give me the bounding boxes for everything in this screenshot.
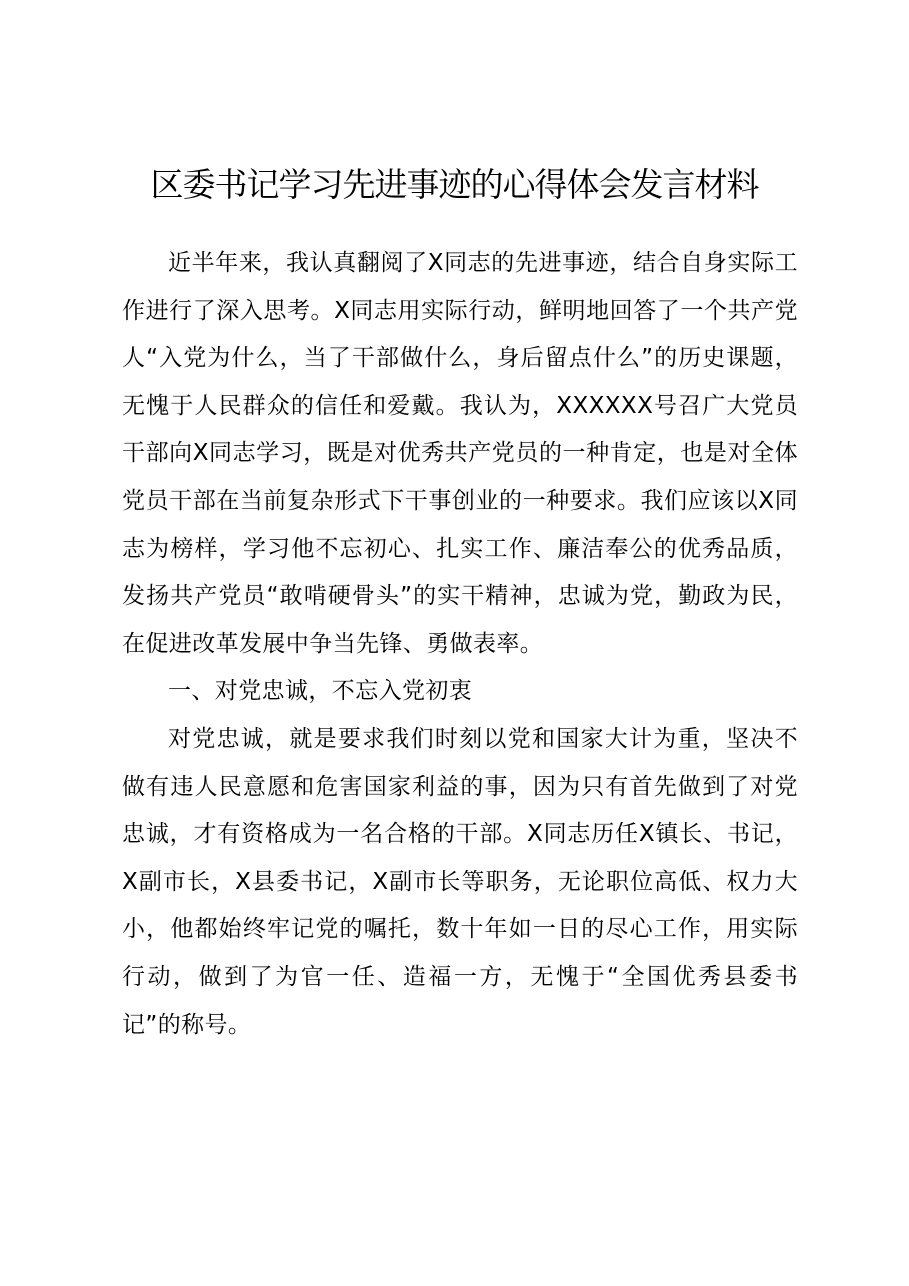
section-heading-1: 一、对党忠诚，不忘入党初衷 <box>168 678 473 705</box>
paragraph-intro: 近半年来，我认真翻阅了X同志的先进事迹，结合自身实际工作进行了深入思考。X同志用实际行动，鲜明地回答了一个共产党人“入党为什么，当了干部做什么，身后留点什么”的历史课题，无愧于人民群众的信任和爱戴。我认为，XXXXXX号召广大党员干部向X同志学习，既是对优秀共产党员的一种肯定，也是对全体党员干部在当前复杂形式下干事创业的一种要求。我们应该以X同志为榜样，学习他不忘初心、扎实工作、廉洁奉公的优秀品质，发扬共产党员“敢啃硬骨头”的实干精神，忠诚为党，勤政为民，在促进改革发展中争当先锋、勇做表率。 <box>122 250 798 657</box>
paragraph-section-1: 对党忠诚，就是要求我们时刻以党和国家大计为重，坚决不做有违人民意愿和危害国家利益的事，因为只有首先做到了对党忠诚，才有资格成为一名合格的干部。X同志历任X镇长、书记，X副市长，X县委书记，X副市长等职务，无论职位高低、权力大小，他都始终牢记党的嘱托，数十年如一日的尽心工作，用实际行动，做到了为官一任、造福一方，无愧于“全国优秀县委书记”的称号。 <box>122 725 798 1038</box>
document-body <box>122 240 798 1049</box>
document-title: 区委书记学习先进事迹的心得体会发言材料 <box>150 165 759 204</box>
